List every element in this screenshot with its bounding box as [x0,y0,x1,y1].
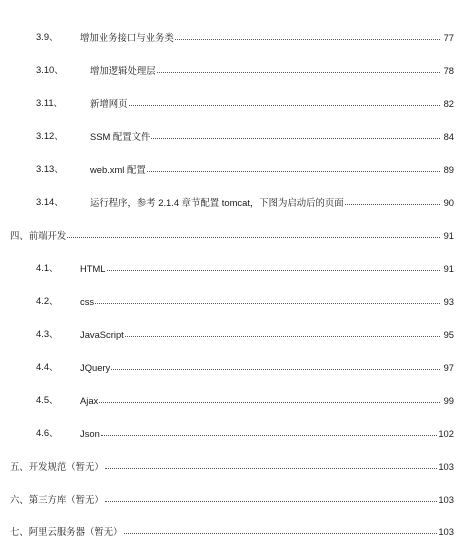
toc-entry-title: 七、阿里云服务器（暂无） [10,526,123,537]
toc-entry-body [80,358,454,377]
toc-entry-title: 增加逻辑处理层 [90,65,156,76]
toc-entry-3-9[interactable] [0,28,474,46]
toc-entry-title: 五、开发规范（暂无） [10,461,104,472]
dot-leader [151,126,440,139]
toc-entry-body [10,226,454,245]
toc-entry-title: css [80,296,95,307]
toc-entry-title: Json [80,428,100,439]
toc-entry-body [90,61,454,80]
dot-leader [99,390,440,403]
dot-leader [101,423,438,436]
dot-leader [111,357,440,370]
toc-entry-number: 3.13、 [36,163,64,174]
toc-entry-title: 新增网页 [90,98,128,109]
toc-entry-3-13[interactable] [0,160,474,178]
toc-entry-3-10[interactable] [0,61,474,79]
toc-entry-body [80,28,454,47]
toc-entry-4-1[interactable] [0,259,474,277]
toc-entry-body [10,522,454,541]
toc-entry-title: JavaScript [80,329,124,340]
toc-entry-number: 4.3、 [36,328,59,339]
toc-entry-page: 99 [443,395,454,406]
toc-entry-title: 四、前端开发 [10,230,67,241]
dot-leader [129,93,440,106]
toc-entry-3-11[interactable] [0,94,474,112]
toc-entry-number: 4.6、 [36,427,59,438]
toc-entry-title: JQuery [80,362,111,373]
dot-leader [105,456,438,469]
toc-entry-number: 4.1、 [36,262,59,273]
toc-entry-page: 82 [443,98,454,109]
dot-leader [147,159,440,172]
toc-entry-body [80,325,454,344]
dot-leader [175,27,440,40]
toc-entry-body [80,259,454,278]
toc-entry-number: 3.12、 [36,130,64,141]
dot-leader [107,258,440,271]
toc-entry-number: 3.11、 [36,97,63,108]
toc-entry-4-2[interactable] [0,292,474,310]
dot-leader [345,192,440,205]
toc-entry-number: 4.4、 [36,361,59,372]
toc-entry-page: 93 [443,296,454,307]
toc-entry-number: 3.9、 [36,31,59,42]
toc-entry-3-12[interactable] [0,127,474,145]
toc-entry-page: 77 [443,32,454,43]
toc-entry-4-4[interactable] [0,358,474,376]
dot-leader [67,225,440,238]
toc-entry-page: 103 [438,461,454,472]
toc-entry-number: 4.5、 [36,394,59,405]
toc-entry-page: 90 [443,197,454,208]
toc-entry-chapter-6[interactable] [0,490,474,508]
toc-entry-title: 六、第三方库（暂无） [10,494,104,505]
toc-entry-page: 103 [438,494,454,505]
toc-entry-body [80,292,454,311]
toc-entry-body [10,490,454,509]
toc-entry-number: 4.2、 [36,295,59,306]
toc-entry-4-5[interactable] [0,391,474,409]
toc-entry-body [90,160,454,179]
toc-entry-4-6[interactable] [0,424,474,442]
toc-entry-body [80,424,454,443]
toc-entry-body [80,391,454,410]
toc-entry-page: 102 [438,428,454,439]
toc-entry-chapter-4[interactable] [0,226,474,244]
toc-entry-title: 增加业务接口与业务类 [80,32,174,43]
toc-entry-title: SSM 配置文件 [90,131,151,142]
toc-entry-chapter-5[interactable] [0,457,474,475]
toc-entry-title: Ajax [80,395,99,406]
toc-entry-body [10,457,454,476]
toc-entry-page: 78 [443,65,454,76]
toc-entry-title: 运行程序，参考 2.1.4 章节配置 tomcat，下图为启动后的页面 [90,197,344,208]
toc-entry-body [90,193,454,212]
dot-leader [124,521,438,534]
toc-entry-4-3[interactable] [0,325,474,343]
toc-entry-body [90,127,454,146]
dot-leader [157,60,440,73]
toc-entry-page: 97 [443,362,454,373]
dot-leader [95,291,440,304]
toc-entry-page: 89 [443,164,454,175]
toc-entry-chapter-7[interactable] [0,522,474,540]
dot-leader [105,489,438,502]
toc-entry-body [90,94,454,113]
toc-entry-title: HTML [80,263,106,274]
toc-entry-page: 95 [443,329,454,340]
toc-entry-page: 91 [443,230,454,241]
toc-entry-3-14[interactable] [0,193,474,211]
toc-entry-number: 3.10、 [36,64,64,75]
toc-entry-page: 91 [443,263,454,274]
toc-entry-page: 84 [443,131,454,142]
dot-leader [125,324,440,337]
toc-entry-number: 3.14、 [36,196,64,207]
toc-entry-title: web.xml 配置 [90,164,146,175]
toc-entry-page: 103 [438,526,454,537]
